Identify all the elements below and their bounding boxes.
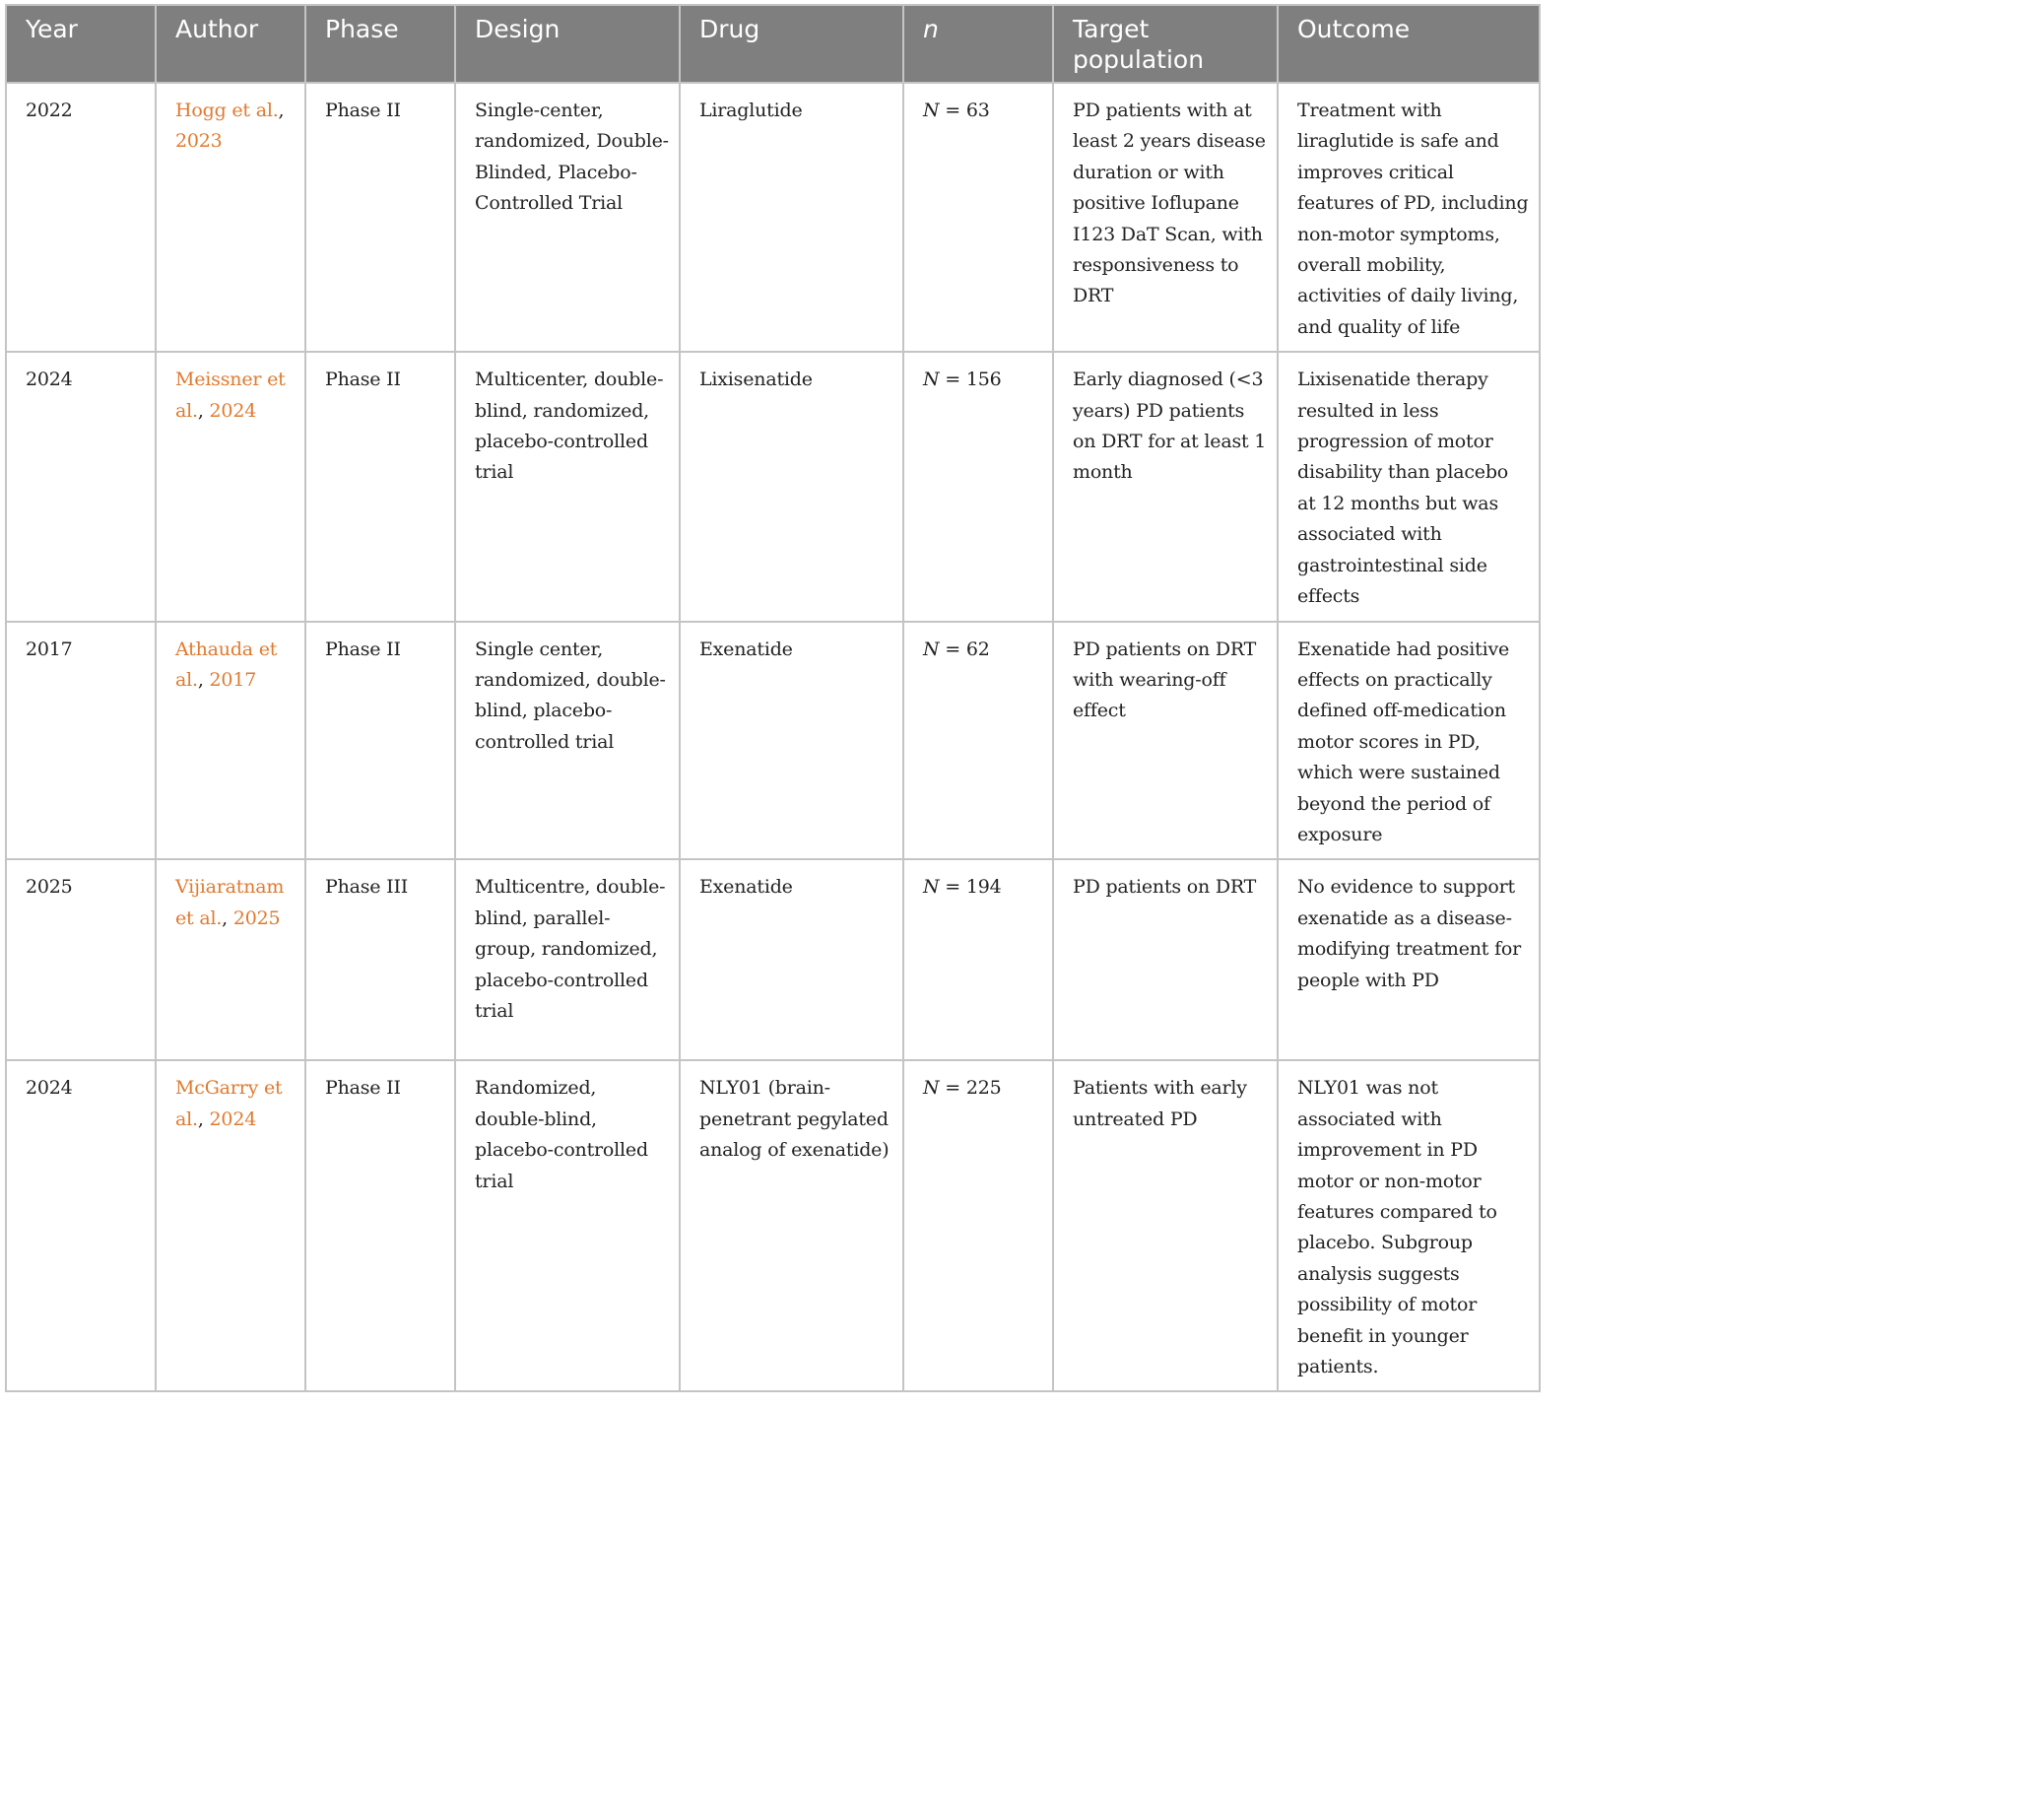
cell-design: Single-center, randomized, Double-Blinded, Placebo-Controlled Trial [455,83,680,352]
cell-design: Randomized, double-blind, placebo-controlled trial [455,1060,680,1391]
cell-n [903,83,1053,352]
cell-outcome: Lixisenatide therapy resulted in less progression of motor disability than placebo at 12 months but was associated with gastrointestinal side effects [1278,352,1540,621]
cell-design: Multicentre, double-blind, parallel-group, randomized, placebo-controlled trial [455,859,680,1060]
table-row [6,352,1540,621]
cell-drug: Exenatide [680,859,903,1060]
author-separator: , [197,399,210,422]
cell-target-population: Early diagnosed (<3 years) PD patients on DRT for at least 1 month [1053,352,1278,621]
cell-drug: NLY01 (brain-penetrant pegylated analog of exenatide) [680,1060,903,1391]
header-drug: Drug [680,5,903,83]
cell-drug: Liraglutide [680,83,903,352]
cell-n [903,622,1053,860]
table-row [6,859,1540,1060]
header-n: n [903,5,1053,83]
cell-phase: Phase II [305,352,455,621]
n-value: = 63 [939,100,990,121]
n-label: N [923,369,940,391]
cell-n [903,352,1053,621]
cell-author [156,83,305,352]
cell-phase: Phase II [305,1060,455,1391]
cell-year: 2024 [6,1060,156,1391]
cell-author [156,622,305,860]
n-value: = 194 [939,876,1002,899]
cell-outcome: NLY01 was not associated with improvement in PD motor or non-motor features compared to placebo. Subgroup analysis suggests possibility of motor benefit in younger patients. [1278,1060,1540,1391]
header-year: Year [6,5,156,83]
cell-target-population: Patients with early untreated PD [1053,1060,1278,1391]
cell-target-population: PD patients on DRT [1053,859,1278,1060]
author-year-link[interactable]: 2024 [209,399,257,422]
cell-phase: Phase II [305,83,455,352]
cell-design: Multicenter, double-blind, randomized, placebo-controlled trial [455,352,680,621]
author-separator: , [197,1107,210,1130]
cell-author [156,859,305,1060]
cell-outcome: Exenatide had positive effects on practically defined off-medication motor scores in PD, which were sustained beyond the period of exposure [1278,622,1540,860]
author-citation-link[interactable]: Athauda et al. [175,638,278,691]
cell-author [156,1060,305,1391]
cell-phase: Phase III [305,859,455,1060]
cell-outcome: No evidence to support exenatide as a disease-modifying treatment for people with PD [1278,859,1540,1060]
cell-year: 2024 [6,352,156,621]
cell-drug: Lixisenatide [680,352,903,621]
cell-n [903,1060,1053,1391]
author-separator: , [222,906,233,929]
header-target-population: Target population [1053,5,1278,83]
header-design: Design [455,5,680,83]
cell-n [903,859,1053,1060]
header-row [6,5,1540,83]
author-separator: , [197,668,210,691]
table-row [6,622,1540,860]
table-row [6,1060,1540,1391]
n-value: = 156 [939,369,1002,391]
cell-target-population: PD patients with at least 2 years disease duration or with positive Ioflupane I123 DaT Scan, with responsiveness to DRT [1053,83,1278,352]
cell-target-population: PD patients on DRT with wearing-off effect [1053,622,1278,860]
author-citation-link[interactable]: Vijiaratnam et al. [175,876,285,929]
header-outcome: Outcome [1278,5,1540,83]
table-row [6,83,1540,352]
author-citation-link[interactable]: Meissner et al. [175,369,286,422]
cell-author [156,352,305,621]
n-value: = 62 [939,638,990,660]
cell-design: Single center, randomized, double-blind, placebo-controlled trial [455,622,680,860]
n-label: N [923,638,940,660]
n-value: = 225 [939,1077,1002,1100]
cell-year: 2017 [6,622,156,860]
author-citation-link[interactable]: Hogg et al. [175,100,279,121]
n-label: N [923,100,940,121]
cell-outcome: Treatment with liraglutide is safe and improves critical features of PD, including non-motor symptoms, overall mobility, activities of daily living, and quality of life [1278,83,1540,352]
n-label: N [923,876,940,899]
author-citation-link[interactable]: McGarry et al. [175,1077,283,1130]
clinical-trials-table [5,4,1541,1392]
author-year-link[interactable]: 2017 [209,668,257,691]
header-phase: Phase [305,5,455,83]
cell-year: 2022 [6,83,156,352]
header-author: Author [156,5,305,83]
author-year-link[interactable]: 2024 [209,1107,257,1130]
n-label: N [923,1077,940,1100]
author-separator: , [278,100,285,121]
author-year-link[interactable]: 2023 [175,130,223,153]
author-year-link[interactable]: 2025 [232,906,281,929]
cell-drug: Exenatide [680,622,903,860]
cell-year: 2025 [6,859,156,1060]
cell-phase: Phase II [305,622,455,860]
